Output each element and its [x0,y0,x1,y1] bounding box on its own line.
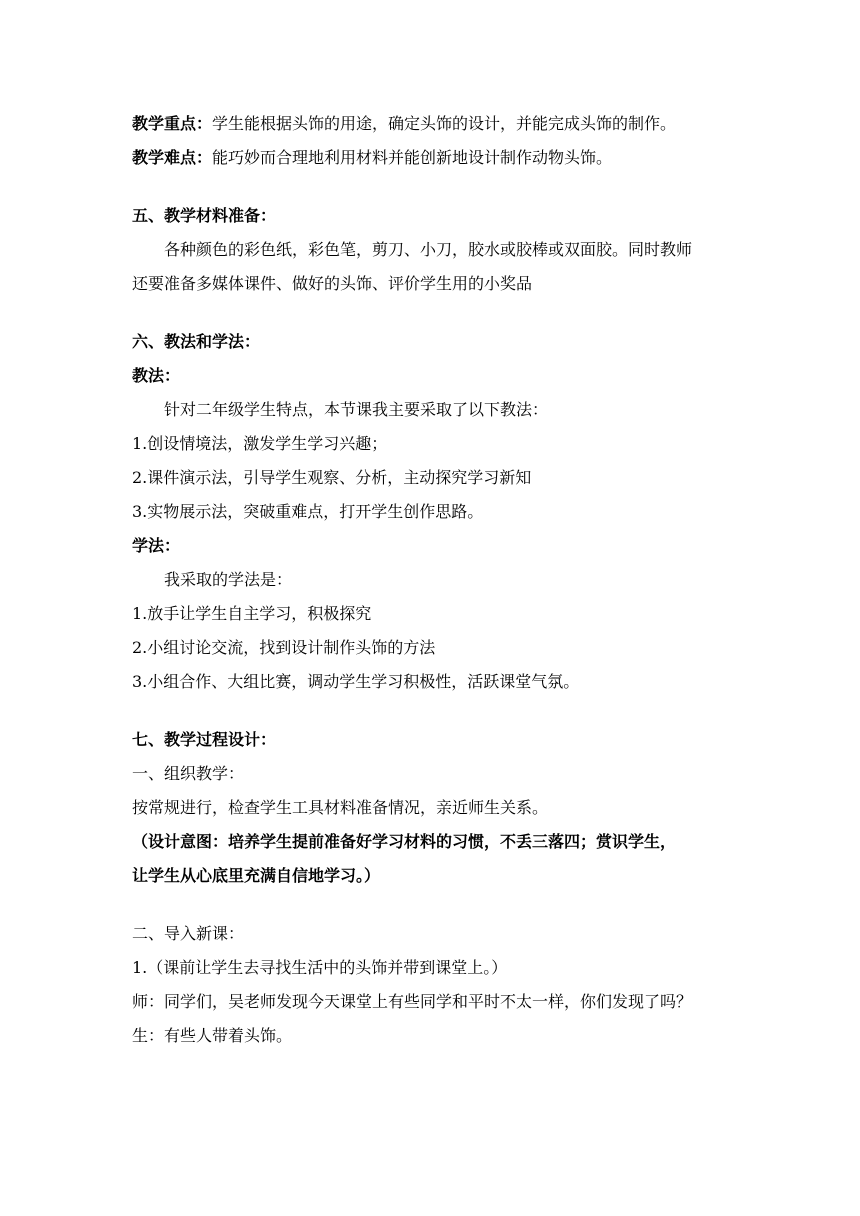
step1-title: 一、组织教学： [132,764,245,783]
teaching-method-label: 教法： [132,366,181,385]
difficulty-text: 能巧妙而合理地利用材料并能创新地设计制作动物头饰。 [212,148,613,167]
process-heading: 七、教学过程设计： [132,730,277,749]
methods-heading: 六、教法和学法： [132,332,261,351]
step1-intent-line-1: （设计意图：培养学生提前准备好学习材料的习惯，不丢三落四；赏识学生， [132,832,677,851]
list-item: 2.小组讨论交流，找到设计制作头饰的方法 [132,638,436,657]
step2-item-1: 1.（课前让学生去寻找生活中的头饰并带到课堂上。） [132,958,508,977]
step1-intent-line-2: 让学生从心底里充满自信地学习。） [132,866,381,885]
teaching-method-intro: 针对二年级学生特点，本节课我主要采取了以下教法： [164,400,549,419]
materials-heading: 五、教学材料准备： [132,206,277,225]
teacher-dialogue: 师：同学们，吴老师发现今天课堂上有些同学和平时不太一样，你们发现了吗？ [132,992,693,1011]
key-points-text: 学生能根据头饰的用途，确定头饰的设计，并能完成头饰的制作。 [212,114,677,133]
student-dialogue: 生：有些人带着头饰。 [132,1026,293,1045]
materials-line-2: 还要准备多媒体课件、做好的头饰、评价学生用的小奖品 [132,274,533,293]
section-gap [132,699,732,723]
learning-method-intro: 我采取的学法是： [164,570,293,589]
section-gap [132,893,732,917]
list-item: 3.实物展示法，突破重难点，打开学生创作思路。 [132,502,484,521]
list-item: 2.课件演示法，引导学生观察、分析，主动探究学习新知 [132,468,532,487]
list-item: 1.创设情境法，激发学生学习兴趣； [132,434,388,453]
step2-title: 二、导入新课： [132,924,245,943]
section-gap [132,175,732,199]
difficulty-label: 教学难点： [132,148,213,167]
list-item: 3.小组合作、大组比赛，调动学生学习积极性，活跃课堂气氛。 [132,672,580,691]
key-points-label: 教学重点： [132,114,213,133]
learning-method-label: 学法： [132,536,181,555]
difficulty-line [132,141,732,175]
section-gap [132,301,732,325]
key-points-line [132,107,732,141]
step1-text: 按常规进行，检查学生工具材料准备情况，亲近师生关系。 [132,798,549,817]
list-item: 1.放手让学生自主学习，积极探究 [132,604,372,623]
materials-line-1: 各种颜色的彩色纸，彩色笔，剪刀、小刀，胶水或胶棒或双面胶。同时教师 [164,240,693,259]
document-page [132,107,732,1053]
